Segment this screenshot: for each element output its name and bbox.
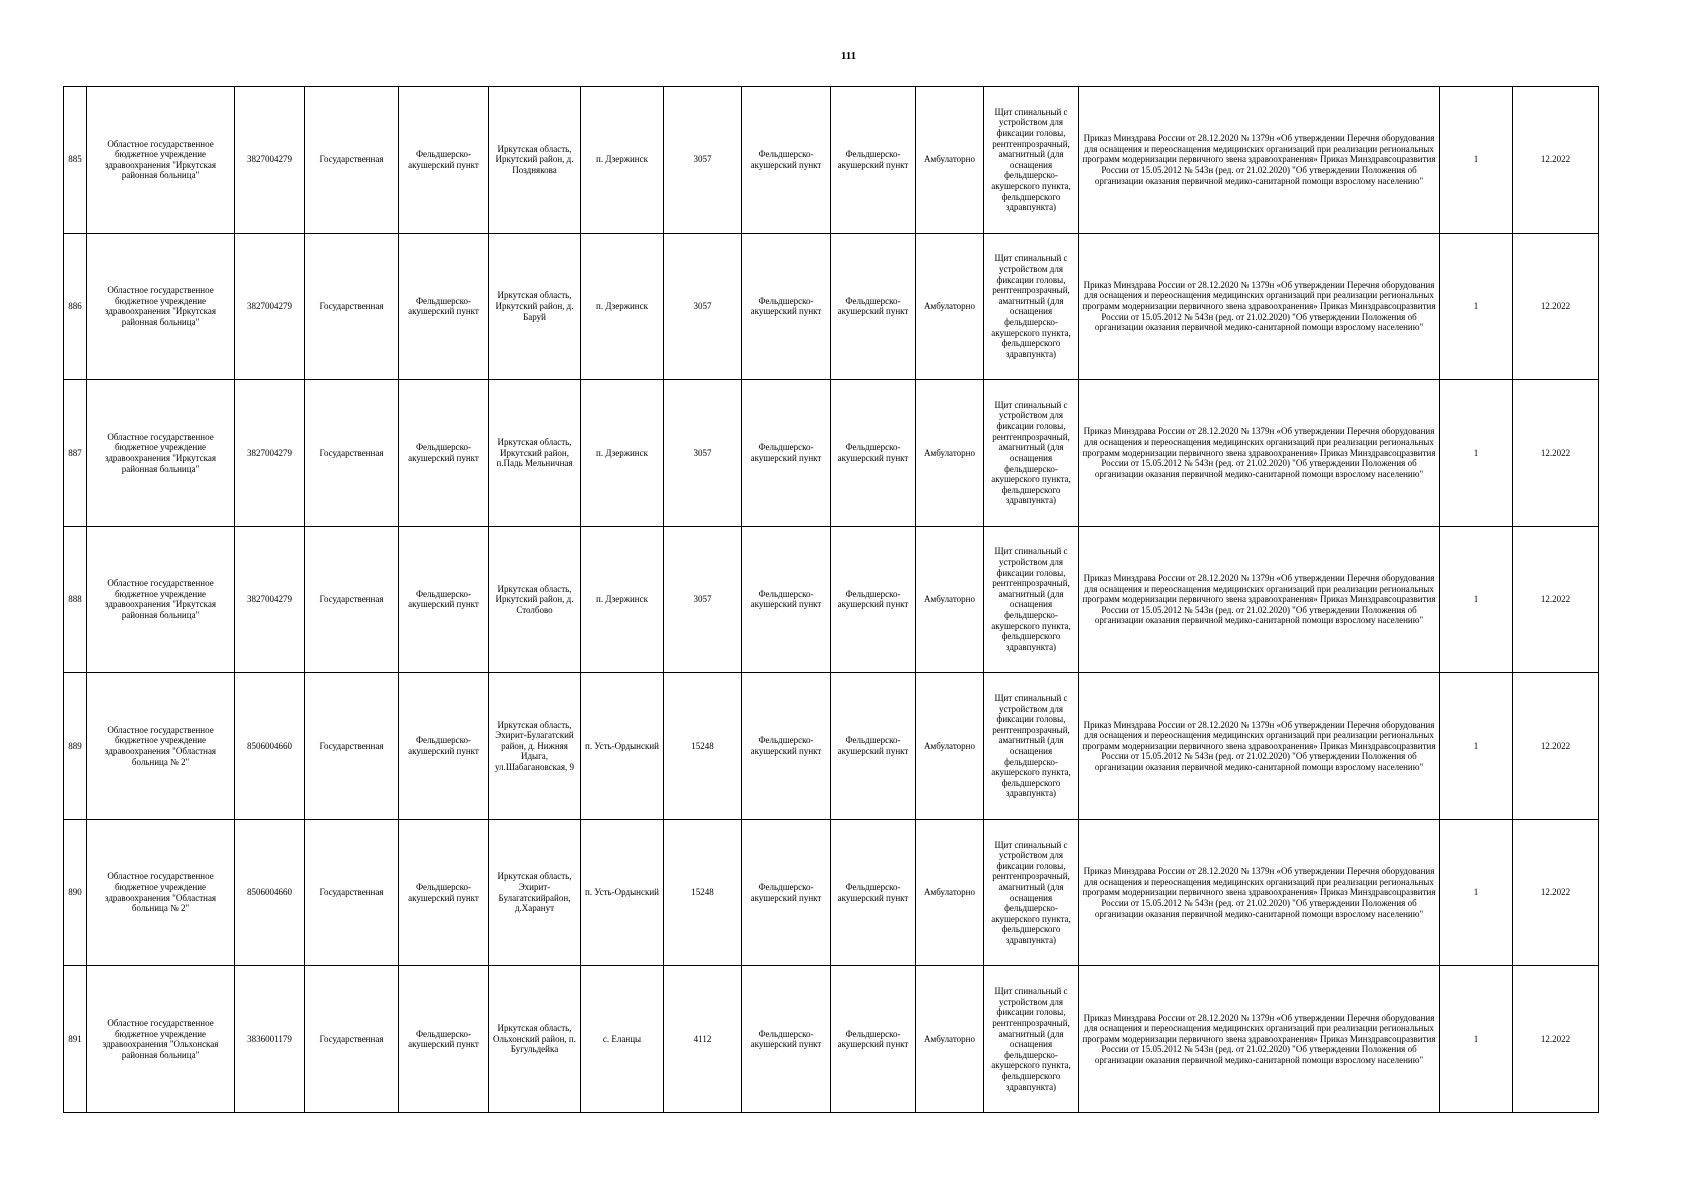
facility-type-cell: Фельдшерско-акушерский пункт xyxy=(399,966,489,1113)
unit-cell: Фельдшерско-акушерский пункт xyxy=(742,966,831,1113)
ownership-cell: Государственная xyxy=(305,233,399,380)
facility-type-cell: Фельдшерско-акушерский пункт xyxy=(399,87,489,234)
ownership-cell: Государственная xyxy=(305,819,399,966)
care-form-cell: Амбулаторно xyxy=(916,87,984,234)
code-cell: 4112 xyxy=(664,966,742,1113)
ownership-cell: Государственная xyxy=(305,673,399,820)
unit-cell: Фельдшерско-акушерский пункт xyxy=(742,819,831,966)
care-form-cell: Амбулаторно xyxy=(916,819,984,966)
table-row xyxy=(64,673,1599,820)
date-cell: 12.2022 xyxy=(1513,233,1599,380)
quantity-cell: 1 xyxy=(1440,87,1513,234)
regulation-cell: Приказ Минздрава России от 28.12.2020 № 1379н «Об утверждении Перечня оборудования для оснащения и переоснащения медицинских организаций при реализации региональных программ модернизации первичного звена здравоохранения» Приказ Минздравсоцразвития России от 15.05.2012 № 543н (ред. от 21.02.2020) "Об утверждении Положения об организации оказания первичной медико-санитарной помощи взрослому населению" xyxy=(1079,966,1440,1113)
care-form-cell: Амбулаторно xyxy=(916,673,984,820)
inn-cell: 3827004279 xyxy=(235,233,305,380)
locality-cell: п. Дзержинск xyxy=(581,87,664,234)
code-cell: 3057 xyxy=(664,233,742,380)
quantity-cell: 1 xyxy=(1440,819,1513,966)
organization-cell: Областное государственное бюджетное учреждение здравоохранения "Ольхонская районная больница" xyxy=(87,966,235,1113)
equipment-cell: Щит спинальный с устройством для фиксации головы, рентгенпрозрачный, амагнитный (для оснащения фельдшерско-акушерского пункта, фельдшерского здравпункта) xyxy=(984,87,1079,234)
quantity-cell: 1 xyxy=(1440,966,1513,1113)
date-cell: 12.2022 xyxy=(1513,380,1599,527)
regulation-cell: Приказ Минздрава России от 28.12.2020 № 1379н «Об утверждении Перечня оборудования для оснащения и переоснащения медицинских организаций при реализации региональных программ модернизации первичного звена здравоохранения» Приказ Минздравсоцразвития России от 15.05.2012 № 543н (ред. от 21.02.2020) "Об утверждении Положения об организации оказания первичной медико-санитарной помощи взрослому населению" xyxy=(1079,526,1440,673)
regulation-cell: Приказ Минздрава России от 28.12.2020 № 1379н «Об утверждении Перечня оборудования для оснащения и переоснащения медицинских организаций при реализации региональных программ модернизации первичного звена здравоохранения» Приказ Минздравсоцразвития России от 15.05.2012 № 543н (ред. от 21.02.2020) "Об утверждении Положения об организации оказания первичной медико-санитарной помощи взрослому населению" xyxy=(1079,233,1440,380)
row-number-cell: 885 xyxy=(64,87,87,234)
date-cell: 12.2022 xyxy=(1513,526,1599,673)
subunit-cell: Фельдшерско-акушерский пункт xyxy=(831,819,916,966)
row-number-cell: 886 xyxy=(64,233,87,380)
code-cell: 3057 xyxy=(664,380,742,527)
organization-cell: Областное государственное бюджетное учреждение здравоохранения "Областная больница № 2" xyxy=(87,673,235,820)
unit-cell: Фельдшерско-акушерский пункт xyxy=(742,526,831,673)
address-cell: Иркутская область, Иркутский район, п.Падь Мельничная xyxy=(489,380,581,527)
inn-cell: 3827004279 xyxy=(235,380,305,527)
address-cell: Иркутская область, Иркутский район, д. Столбово xyxy=(489,526,581,673)
locality-cell: с. Еланцы xyxy=(581,966,664,1113)
row-number-cell: 889 xyxy=(64,673,87,820)
table-row xyxy=(64,526,1599,673)
table-row xyxy=(64,819,1599,966)
date-cell: 12.2022 xyxy=(1513,819,1599,966)
table-row xyxy=(64,233,1599,380)
organization-cell: Областное государственное бюджетное учреждение здравоохранения "Иркутская районная больница" xyxy=(87,380,235,527)
address-cell: Иркутская область, Эхирит-Булагатскийрайон, д.Харанут xyxy=(489,819,581,966)
locality-cell: п. Усть-Ордынский xyxy=(581,819,664,966)
equipment-cell: Щит спинальный с устройством для фиксации головы, рентгенпрозрачный, амагнитный (для оснащения фельдшерско-акушерского пункта, фельдшерского здравпункта) xyxy=(984,819,1079,966)
facility-type-cell: Фельдшерско-акушерский пункт xyxy=(399,380,489,527)
code-cell: 3057 xyxy=(664,526,742,673)
code-cell: 15248 xyxy=(664,673,742,820)
organization-cell: Областное государственное бюджетное учреждение здравоохранения "Иркутская районная больница" xyxy=(87,87,235,234)
subunit-cell: Фельдшерско-акушерский пункт xyxy=(831,233,916,380)
date-cell: 12.2022 xyxy=(1513,966,1599,1113)
subunit-cell: Фельдшерско-акушерский пункт xyxy=(831,673,916,820)
facility-type-cell: Фельдшерско-акушерский пункт xyxy=(399,673,489,820)
equipment-cell: Щит спинальный с устройством для фиксации головы, рентгенпрозрачный, амагнитный (для оснащения фельдшерско-акушерского пункта, фельдшерского здравпункта) xyxy=(984,526,1079,673)
page-number: 111 xyxy=(840,50,857,62)
facility-type-cell: Фельдшерско-акушерский пункт xyxy=(399,819,489,966)
ownership-cell: Государственная xyxy=(305,526,399,673)
locality-cell: п. Дзержинск xyxy=(581,526,664,673)
quantity-cell: 1 xyxy=(1440,526,1513,673)
table-body xyxy=(64,87,1599,1113)
subunit-cell: Фельдшерско-акушерский пункт xyxy=(831,87,916,234)
equipment-cell: Щит спинальный с устройством для фиксации головы, рентгенпрозрачный, амагнитный (для оснащения фельдшерско-акушерского пункта, фельдшерского здравпункта) xyxy=(984,233,1079,380)
ownership-cell: Государственная xyxy=(305,87,399,234)
address-cell: Иркутская область, Ольхонский район, п. Бугульдейка xyxy=(489,966,581,1113)
locality-cell: п. Дзержинск xyxy=(581,233,664,380)
code-cell: 15248 xyxy=(664,819,742,966)
locality-cell: п. Дзержинск xyxy=(581,380,664,527)
date-cell: 12.2022 xyxy=(1513,87,1599,234)
care-form-cell: Амбулаторно xyxy=(916,526,984,673)
equipment-registry-table xyxy=(63,86,1599,1113)
facility-type-cell: Фельдшерско-акушерский пункт xyxy=(399,233,489,380)
equipment-cell: Щит спинальный с устройством для фиксации головы, рентгенпрозрачный, амагнитный (для оснащения фельдшерско-акушерского пункта, фельдшерского здравпункта) xyxy=(984,966,1079,1113)
quantity-cell: 1 xyxy=(1440,673,1513,820)
organization-cell: Областное государственное бюджетное учреждение здравоохранения "Иркутская районная больница" xyxy=(87,233,235,380)
inn-cell: 3827004279 xyxy=(235,87,305,234)
inn-cell: 3827004279 xyxy=(235,526,305,673)
equipment-cell: Щит спинальный с устройством для фиксации головы, рентгенпрозрачный, амагнитный (для оснащения фельдшерско-акушерского пункта, фельдшерского здравпункта) xyxy=(984,673,1079,820)
organization-cell: Областное государственное бюджетное учреждение здравоохранения "Иркутская районная больница" xyxy=(87,526,235,673)
regulation-cell: Приказ Минздрава России от 28.12.2020 № 1379н «Об утверждении Перечня оборудования для оснащения и переоснащения медицинских организаций при реализации региональных программ модернизации первичного звена здравоохранения» Приказ Минздравсоцразвития России от 15.05.2012 № 543н (ред. от 21.02.2020) "Об утверждении Положения об организации оказания первичной медико-санитарной помощи взрослому населению" xyxy=(1079,673,1440,820)
subunit-cell: Фельдшерско-акушерский пункт xyxy=(831,380,916,527)
address-cell: Иркутская область, Иркутский район, д. Баруй xyxy=(489,233,581,380)
unit-cell: Фельдшерско-акушерский пункт xyxy=(742,233,831,380)
regulation-cell: Приказ Минздрава России от 28.12.2020 № 1379н «Об утверждении Перечня оборудования для оснащения и переоснащения медицинских организаций при реализации региональных программ модернизации первичного звена здравоохранения» Приказ Минздравсоцразвития России от 15.05.2012 № 543н (ред. от 21.02.2020) "Об утверждении Положения об организации оказания первичной медико-санитарной помощи взрослому населению" xyxy=(1079,819,1440,966)
subunit-cell: Фельдшерско-акушерский пункт xyxy=(831,966,916,1113)
unit-cell: Фельдшерско-акушерский пункт xyxy=(742,673,831,820)
table-row xyxy=(64,380,1599,527)
table-row xyxy=(64,87,1599,234)
table-row xyxy=(64,966,1599,1113)
unit-cell: Фельдшерско-акушерский пункт xyxy=(742,380,831,527)
quantity-cell: 1 xyxy=(1440,233,1513,380)
address-cell: Иркутская область, Эхирит-Булагатский район, д. Нижняя Идыга, ул.Шабагановская, 9 xyxy=(489,673,581,820)
care-form-cell: Амбулаторно xyxy=(916,233,984,380)
unit-cell: Фельдшерско-акушерский пункт xyxy=(742,87,831,234)
row-number-cell: 888 xyxy=(64,526,87,673)
inn-cell: 3836001179 xyxy=(235,966,305,1113)
locality-cell: п. Усть-Ордынский xyxy=(581,673,664,820)
inn-cell: 8506004660 xyxy=(235,819,305,966)
ownership-cell: Государственная xyxy=(305,966,399,1113)
quantity-cell: 1 xyxy=(1440,380,1513,527)
subunit-cell: Фельдшерско-акушерский пункт xyxy=(831,526,916,673)
inn-cell: 8506004660 xyxy=(235,673,305,820)
care-form-cell: Амбулаторно xyxy=(916,380,984,527)
date-cell: 12.2022 xyxy=(1513,673,1599,820)
care-form-cell: Амбулаторно xyxy=(916,966,984,1113)
equipment-cell: Щит спинальный с устройством для фиксации головы, рентгенпрозрачный, амагнитный (для оснащения фельдшерско-акушерского пункта, фельдшерского здравпункта) xyxy=(984,380,1079,527)
regulation-cell: Приказ Минздрава России от 28.12.2020 № 1379н «Об утверждении Перечня оборудования для оснащения и переоснащения медицинских организаций при реализации региональных программ модернизации первичного звена здравоохранения» Приказ Минздравсоцразвития России от 15.05.2012 № 543н (ред. от 21.02.2020) "Об утверждении Положения об организации оказания первичной медико-санитарной помощи взрослому населению" xyxy=(1079,380,1440,527)
row-number-cell: 887 xyxy=(64,380,87,527)
organization-cell: Областное государственное бюджетное учреждение здравоохранения "Областная больница № 2" xyxy=(87,819,235,966)
row-number-cell: 890 xyxy=(64,819,87,966)
address-cell: Иркутская область, Иркутский район, д. Позднякова xyxy=(489,87,581,234)
regulation-cell: Приказ Минздрава России от 28.12.2020 № 1379н «Об утверждении Перечня оборудования для оснащения и переоснащения медицинских организаций при реализации региональных программ модернизации первичного звена здравоохранения» Приказ Минздравсоцразвития России от 15.05.2012 № 543н (ред. от 21.02.2020) "Об утверждении Положения об организации оказания первичной медико-санитарной помощи взрослому населению" xyxy=(1079,87,1440,234)
ownership-cell: Государственная xyxy=(305,380,399,527)
facility-type-cell: Фельдшерско-акушерский пункт xyxy=(399,526,489,673)
row-number-cell: 891 xyxy=(64,966,87,1113)
code-cell: 3057 xyxy=(664,87,742,234)
